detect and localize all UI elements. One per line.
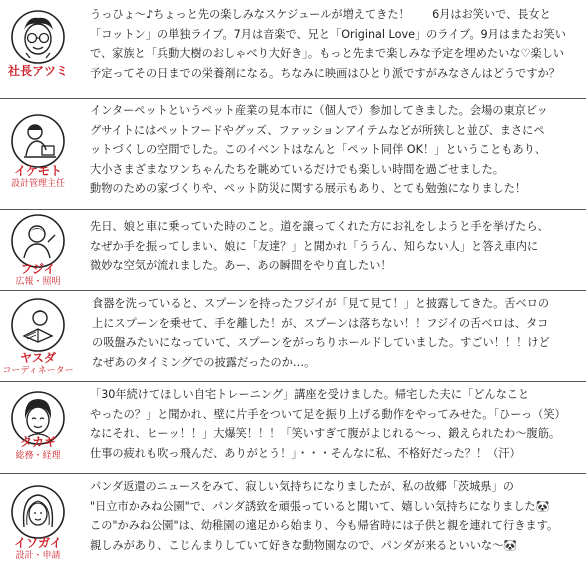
message-line: パンダ返還のニュースをみて、寂しい気持ちになりましたが、私の故郷「茨城県」の [90, 480, 514, 493]
staff-entry-ikemoto [0, 98, 586, 210]
message-line: この"かみね公園"は、幼稚園の遠足から始まり、今も帰省時には子供と親を連れて行きます。 [90, 519, 559, 533]
message-line: 先日、娘と車に乗っていた時のこと。道を譲ってくれた方にお礼をしようと手を挙げたら、 [90, 220, 549, 233]
message-line: 予定ってその日までの栄養剤になる。ちなみに映画はひとり派ですがみなさんはどうですか？ [90, 66, 560, 80]
message-line: 上にスプーンを乗せて、手を離した！が、スプーンは落ちない！！フジイの舌ベロは、タコ [92, 316, 549, 330]
staff-message [90, 477, 558, 555]
staff-message [90, 5, 566, 83]
message-line: ットづくしの空間でした。このイベントはなんと「ペット同伴 OK！」ということもあり、 [90, 143, 547, 157]
staff-message [90, 217, 549, 276]
message-line: の吸盤みたいになっていて、スプーンをがっちりホールドしていました。すごい！！！けど [92, 336, 550, 350]
message-line: 仕事の疲れも吹っ飛んだ、ありがとう！」・・・そんなに私、不格好だった？！（汗） [90, 446, 521, 460]
glasses-face-icon [10, 8, 66, 66]
message-line: なぜあのタイミングでの披露だったのか…。 [92, 355, 316, 369]
staff-name: イソガイ [14, 536, 62, 550]
long-hair-face-icon [10, 483, 66, 541]
message-line: 「コットン」の単独ライブ。7月は音楽で、兄と「Original Love」のライブ。9月はまたお笑い [90, 27, 566, 41]
message-line: 親しみがあり、こじんまりしていて好きな動物園なので、パンダが来るといいな～🐼 [90, 538, 518, 552]
staff-entry-yasuda [0, 290, 586, 382]
message-line: グサイトにはペットフードやグッズ、ファッションアイテムなどが所狭しと並び、まさにペ [90, 123, 545, 137]
message-line: うっひょ～♪ちょっと先の楽しみなスケジュールが増えてきた！ 6月はお笑いで、長女と [90, 8, 551, 21]
staff-role: コーディネーター [2, 366, 74, 376]
staff-message [90, 101, 548, 199]
staff-role: 広報・照明 [15, 277, 61, 287]
staff-message [92, 294, 550, 372]
staff-entry-fujii [0, 209, 586, 291]
message-line: 食器を洗っていると、スプーンを持ったフジイが「見て見て！」と披露してきた。舌ベロの [92, 297, 550, 310]
message-line: なにそれ、ヒーッ！！」大爆笑！！！「笑いすぎて腹がよじれる～っ、鍛えられたわ～腹筋。 [90, 427, 561, 441]
staff-entry-takagi [0, 381, 586, 474]
staff-name: イケモト [14, 164, 62, 178]
staff-role: 設計管理主任 [10, 179, 65, 189]
staff-message [90, 385, 566, 463]
message-line: インターペットというペット産業の見本市に（個人で）参加してきました。会場の東京ビッ [90, 104, 548, 117]
message-line: やったの？」と聞かれ、壁に片手をついて足を振り上げる動作をやってみせた。「ひーっ（笑） [90, 407, 566, 421]
staff-name: 社長アツミ [7, 64, 68, 78]
staff-name: フジイ [20, 262, 56, 276]
message-line: 動物のための家づくりや、ペット防災に関する展示もあり、とても勉強になりました！ [90, 182, 527, 196]
staff-role: 総務・経理 [15, 451, 61, 461]
message-line: で、家族と「兵動大樹のおしゃべり大好き」。もっと先まで楽しみな予定を埋めたいな♡楽しい [90, 47, 565, 61]
message-line: 大小さまざまなワンちゃんたちを眺めているだけでも楽しい時間を過ごせました。 [90, 162, 504, 176]
message-line: 「30年続けてほしい自宅トレーニング」講座を受けました。帰宅した夫に「どんなこと [90, 388, 530, 401]
staff-entry-isogai [0, 473, 586, 576]
message-line: 微妙な空気が流れました。あー、あの瞬間をやり直したい！ [90, 259, 392, 273]
person-typing-icon [10, 112, 66, 170]
staff-name: タカギ [19, 435, 56, 449]
message-line: なぜか手を振ってしまい、娘に「友達？」と聞かれ「ううん、知らない人」と答え車内に [90, 239, 539, 253]
staff-entry-atsumi [0, 0, 586, 100]
message-line: "日立市かみね公園"で、パンダ誘致を頑張っていると聞いて、嬉しい気持ちになりました🐼 [90, 499, 550, 513]
staff-role: 設計・申請 [15, 551, 61, 561]
person-reading-icon [10, 296, 66, 354]
staff-name: ヤスダ [20, 351, 56, 365]
